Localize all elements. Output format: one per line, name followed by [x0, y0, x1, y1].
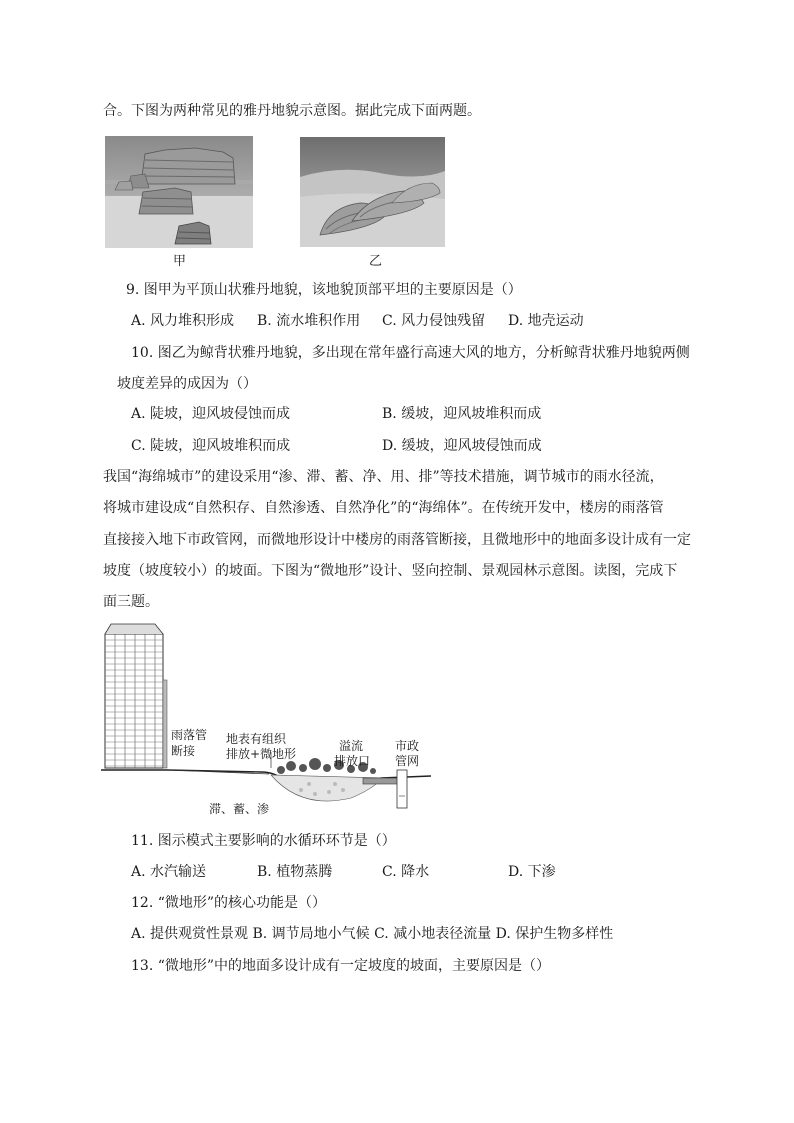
q9-option-a: A. 风力堆积形成: [131, 313, 235, 329]
intro-text: 合。下图为两种常见的雅丹地貌示意图。据此完成下面两题。: [103, 103, 481, 119]
q9-option-d: D. 地壳运动: [508, 313, 584, 329]
passage-line-2: 将城市建设成“自然积存、自然渗透、自然净化”的“海绵体”。在传统开发中，楼房的雨落管: [103, 500, 664, 516]
q11-option-d: D. 下渗: [508, 864, 556, 880]
q11-option-b: B. 植物蒸腾: [257, 864, 333, 880]
passage-line-5: 面三题。: [103, 594, 159, 610]
micro-terrain-figure: [101, 620, 431, 820]
question-10-stem: 10. 图乙为鲸背状雅丹地貌，多出现在常年盛行高速大风的地方，分析鲸背状雅丹地貌两侧: [131, 345, 690, 361]
question-13-stem: 13. “微地形”中的地面多设计成有一定坡度的坡面，主要原因是（）: [131, 958, 551, 974]
passage-line-1: 我国“海绵城市”的建设采用“渗、滞、蓄、净、用、排”等技术措施，调节城市的雨水径流，: [103, 469, 664, 485]
figure-caption-yi: 乙: [369, 254, 383, 269]
building-drawing: [105, 624, 167, 768]
figure-caption-jia: 甲: [173, 254, 187, 269]
q11-option-a: A. 水汽输送: [131, 864, 207, 880]
q10-option-d: D. 缓坡，迎风坡侵蚀而成: [382, 438, 542, 454]
q12-options: A. 提供观赏性景观 B. 调节局地小气候 C. 减小地表径流量 D. 保护生物多样性: [131, 926, 614, 942]
passage-line-3: 直接接入地下市政管网，而微地形设计中楼房的雨落管断接，且微地形中的地面多设计成有一定: [103, 532, 691, 548]
question-10-stem-cont: 坡度差异的成因为（）: [117, 376, 257, 392]
q11-option-c: C. 降水: [382, 864, 430, 880]
label-surface-line2: 排放+微地形: [226, 747, 297, 761]
label-municipal-line1: 市政: [395, 739, 420, 753]
q10-option-b: B. 缓坡，迎风坡堆积而成: [382, 406, 542, 422]
yardang-flat-top-figure: [105, 136, 253, 248]
q9-option-c: C. 风力侵蚀残留: [382, 313, 486, 329]
label-downpipe-line2: 断接: [171, 744, 196, 758]
q10-option-c: C. 陡坡，迎风坡堆积而成: [131, 438, 291, 454]
q9-option-b: B. 流水堆积作用: [257, 313, 361, 329]
label-downpipe-line1: 雨落管: [171, 728, 208, 742]
q10-option-a: A. 陡坡，迎风坡侵蚀而成: [131, 406, 291, 422]
question-12-stem: 12. “微地形”的核心功能是（）: [131, 895, 327, 911]
question-11-stem: 11. 图示模式主要影响的水循环环节是（）: [131, 833, 396, 849]
label-overflow-line2: 排放口: [334, 754, 371, 768]
yardang-whaleback-figure: [300, 137, 445, 247]
label-surface-line1: 地表有组织: [226, 732, 287, 746]
label-overflow-line1: 溢流: [339, 739, 364, 753]
label-bottom: 滞、蓄、渗: [209, 802, 270, 816]
passage-line-4: 坡度（坡度较小）的坡面。下图为“微地形”设计、竖向控制、景观园林示意图。读图，完成下: [103, 563, 678, 579]
label-municipal-line2: 管网: [395, 754, 420, 768]
question-9-stem: 9. 图甲为平顶山状雅丹地貌，该地貌顶部平坦的主要原因是（）: [126, 282, 522, 298]
